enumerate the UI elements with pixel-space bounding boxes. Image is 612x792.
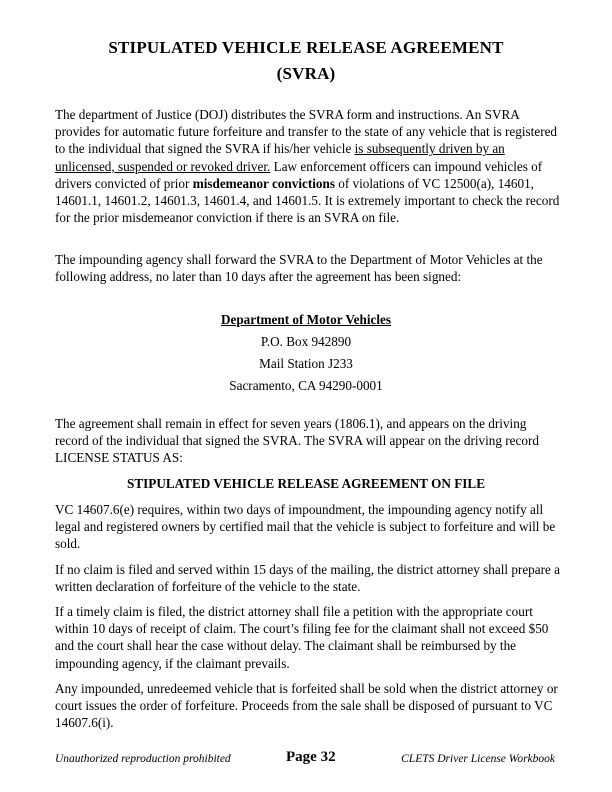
timely-claim-paragraph: If a timely claim is filed, the district attorney shall file a petition with the appropriate court within 10 days of receipt of claim. The court’s filing fee for the claimant shall not exceed $50 and the court shall hear the case without delay. The claimant shall be reimbursed by the impounding agency, if the claimant prevails. bbox=[55, 604, 549, 671]
forwarding-paragraph: The impounding agency shall forward the SVRA to the Department of Motor Vehicles at the following address, no later than 10 days after the agreement has been signed: bbox=[55, 252, 543, 285]
intro-underlined-text: is subsequently driven by an unlicensed, suspended or revoked driver. bbox=[55, 141, 505, 174]
document-subtitle: (SVRA) bbox=[276, 64, 336, 83]
notification-paragraph: VC 14607.6(e) requires, within two days of impoundment, the impounding agency notify all legal and registered owners by certified mail that the vehicle is subject to forfeiture and will be sold. bbox=[55, 502, 556, 552]
no-claim-paragraph: If no claim is filed and served within 15 days of the mailing, the district attorney shall prepare a written declaration of forfeiture of the vehicle to the state. bbox=[55, 562, 561, 595]
address-line-2: Mail Station J233 bbox=[259, 356, 353, 371]
intro-paragraph bbox=[55, 106, 561, 226]
intro-text-b: Law enforcement officers can impound vehicles of drivers convicted of prior bbox=[55, 158, 543, 191]
address-line-3: Sacramento, CA 94290-0001 bbox=[229, 378, 383, 393]
intro-text-a: The department of Justice (DOJ) distributes the SVRA form and instructions. An SVRA provides for automatic future forfeiture and transfer to the state of any vehicle that is registered to the individual that signed the SVRA if his/her vehicle bbox=[55, 107, 558, 157]
document-title: STIPULATED VEHICLE RELEASE AGREEMENT bbox=[108, 38, 504, 57]
intro-bold-text: misdemeanor convictions bbox=[192, 175, 335, 191]
footer-notice: Unauthorized reproduction prohibited bbox=[55, 753, 231, 765]
intro-text-c: of violations of VC 12500(a), 14601, 14601.1, 14601.2, 14601.3, 14601.4, and 14601.5. It is extremely important to check the record for the prior misdemeanor conviction if there is an SVRA on file. bbox=[55, 175, 560, 226]
duration-paragraph: The agreement shall remain in effect for seven years (1806.1), and appears on the driving record of the individual that signed the SVRA. The SVRA will appear on the driving record LICENSE STATUS AS: bbox=[55, 416, 539, 466]
footer-workbook-title: CLETS Driver License Workbook bbox=[401, 753, 555, 765]
sale-paragraph: Any impounded, unredeemed vehicle that is forfeited shall be sold when the district attorney or court issues the order of forfeiture. Proceeds from the sale shall be disposed of pursuant to VC 14607.6(i). bbox=[55, 681, 558, 731]
license-status-line: STIPULATED VEHICLE RELEASE AGREEMENT ON FILE bbox=[127, 476, 485, 491]
address-line-1: P.O. Box 942890 bbox=[260, 334, 352, 349]
page-number: Page 32 bbox=[286, 749, 336, 765]
address-heading: Department of Motor Vehicles bbox=[220, 312, 392, 327]
